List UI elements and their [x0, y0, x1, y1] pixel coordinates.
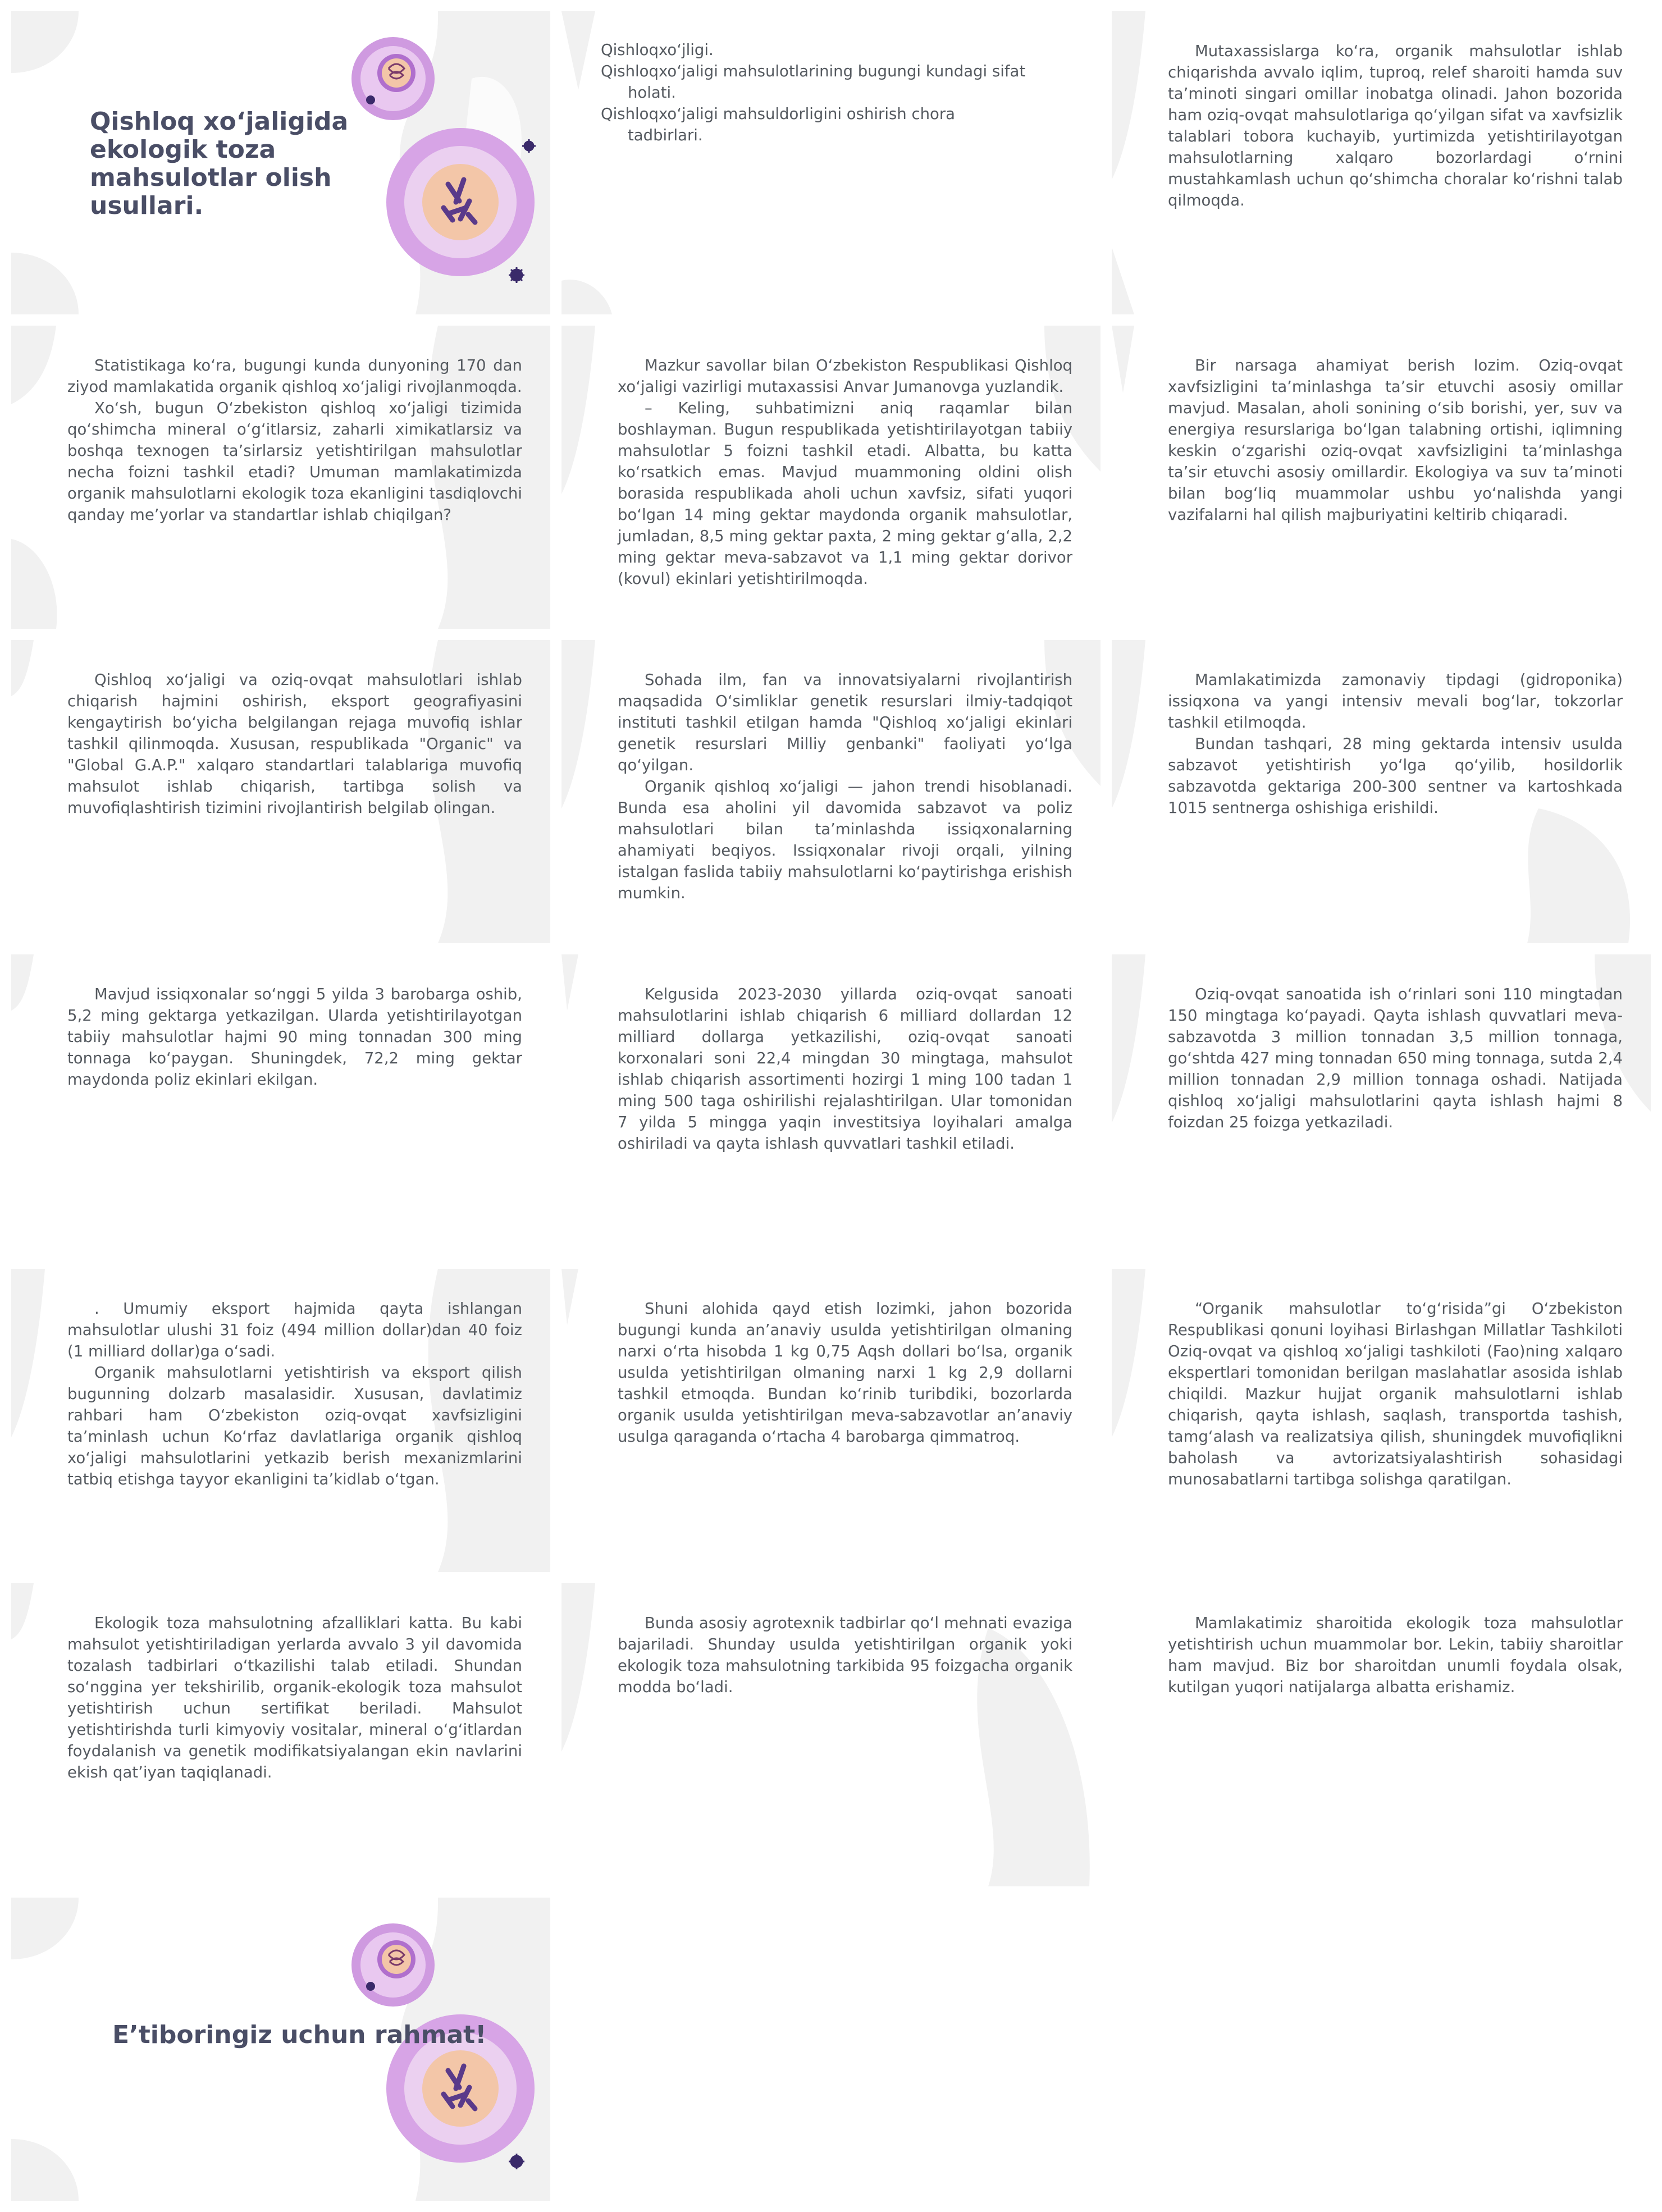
slide-text — [67, 669, 522, 819]
paragraph: Oziq-ovqat sanoatida ish o‘rinlari soni 110 mingtadan 150 mingtaga ko‘payadi. Qayta ishlash quvvatlari meva-sabzavotda 3 million tonnadan 3,5 million tonnaga, go‘shtda 427 ming tonnadan 650 ming tonnaga, sutda 2,4 million tonnadan 2,9 million tonnaga oshadi. Natijada qishloq xo‘jaligi mahsulotlarini qayta ishlash hajmi 8 foizdan 25 foizga yetkaziladi. — [1168, 985, 1623, 1131]
slide-12 — [1112, 954, 1651, 1258]
paragraph: Organik qishloq xo‘jaligi — jahon trendi hisoblanadi. Bunda esa aholini yil davomida sabzavot va poliz mahsulotlari bilan ta’minlashda issiqxonalarning ahamiyati beqiyos. Issiqxonalar rivoji orqali, yilning istalgan faslida tabiiy mahsulotlarni ko‘paytirishga erishish mumkin. — [618, 778, 1072, 902]
slide-text — [1168, 40, 1623, 211]
paragraph: Mutaxassislarga ko‘ra, organik mahsulotlar ishlab chiqarishda avvalo iqlim, tuproq, relef sharoiti hamda suv ta’minoti singari omillar inobatga olinadi. Jahon bozorida ham oziq-ovqat mahsulotlariga qo‘yilgan sifat va xavfsizlik talablari tobora kuchayib, yurtimizda yetishtirilayotgan mahsulotlarning xalqaro bozorlardagi o‘rnini mustahkamlash uchun qo‘shimcha choralar ko‘rishni talab qilmoqda. — [1168, 42, 1623, 209]
slide-text — [618, 1298, 1072, 1447]
paragraph: Mavjud issiqxonalar so‘nggi 5 yilda 3 barobarga oshib, 5,2 ming gektarga yetkazilgan. Ularda yetishtirilayotgan tabiiy mahsulotlar hajmi 90 ming tonnadan 300 ming tonnaga ko‘paygan. Shuningdek, 72,2 ming gektar maydonda poliz ekinlari ekilgan. — [67, 985, 522, 1089]
slide-text — [1168, 1612, 1623, 1698]
paragraph: Bundan tashqari, 28 ming gektarda intensiv usulda sabzavot yetishtirish yo‘lga qo‘yilib, hosildorlik sabzavotda gektariga 200-300 sentner va kartoshkada 1015 sentnerga oshishiga erishildi. — [1168, 735, 1623, 817]
slide-table-of-contents — [561, 11, 1101, 314]
slide-4 — [11, 326, 550, 629]
paragraph: Mazkur savollar bilan O‘zbekiston Respublikasi Qishloq xo‘jaligi vazirligi mutaxassisi Anvar Jumanovga yuzlandik. — [618, 357, 1072, 396]
plant-cell-icon — [348, 1920, 438, 2010]
paragraph: . Umumiy eksport hajmida qayta ishlangan mahsulotlar ulushi 31 foiz (494 million dollar)dan 40 foiz (1 milliard dollar)ga o‘sadi. — [67, 1300, 522, 1360]
paragraph: Xo‘sh, bugun O‘zbekiston qishloq xo‘jaligi tizimida qo‘shimcha mineral o‘g‘itlarsiz, zaharli ximikatlarsiz va boshqa texnogen ta’sirlarsiz yetishtirilgan mahsulotlar necha foizni tashkil etadi? Umuman mamlakatimizda organik mahsulotlarni ekologik toza ekanligini tasdiqlovchi qanday me’yorlar va standartlar ishlab chiqilgan? — [67, 399, 522, 524]
slide-text — [618, 669, 1072, 904]
slide-18 — [1112, 1583, 1651, 1886]
paragraph: Mamlakatimizda zamonaviy tipdagi (gidroponika) issiqxona va yangi intensiv mevali bog‘lar, tokzorlar tashkil etilmoqda. — [1168, 671, 1623, 732]
slide-6 — [1112, 326, 1651, 629]
slide-text — [67, 1298, 522, 1490]
slide-7 — [11, 640, 550, 943]
paragraph: Bunda asosiy agrotexnik tadbirlar qo‘l mehnati evaziga bajariladi. Shunday usulda yetishtirilgan organik yoki ekologik toza mahsulotning tarkibida 95 foizgacha organik modda bo‘ladi. — [618, 1614, 1072, 1696]
slide-8 — [561, 640, 1101, 943]
slide-10 — [11, 954, 550, 1258]
presentation-title: Qishloq xo‘jaligida ekologik toza mahsulotlar olish usullari. — [90, 107, 349, 220]
slide-text — [1168, 669, 1623, 819]
slide-text — [618, 1612, 1072, 1698]
slide-text — [618, 355, 1072, 589]
paragraph: Qishloq xo‘jaligi va oziq-ovqat mahsulotlari ishlab chiqarish hajmini oshirish, eksport geografiyasini kengaytirish bo‘yicha belgilangan rejaga muvofiq ishlar tashkil qilinmoqda. Xususan, respublikada "Organic" va "Global G.A.P." xalqaro standartlari talablariga muvofiq mahsulot ishlab chiqarish, tartibga solish va muvofiqlashtirish tizimini rivojlantirish belgilab olingan. — [67, 671, 522, 817]
paragraph: – Keling, suhbatimizni aniq raqamlar bilan boshlayman. Bugun respublikada yetishtirilayotgan tabiiy mahsulotlar 5 foizni tashkil etadi. Albatta, bu katta ko‘rsatkich emas. Mavjud muammoning oldini olish borasida respublikada aholi uchun xavfsiz, sifati yuqori bo‘lgan 14 ming gektar maydonda organik mahsulotlar, jumladan, 8,5 ming gektar paxta, 2 ming gektar g‘alla, 2,2 ming gektar meva-sabzavot va 1,1 ming gektar dorivor (kovul) ekinlari yetishtirilmoqda. — [618, 399, 1072, 588]
paragraph: Ekologik toza mahsulotning afzalliklari katta. Bu kabi mahsulot yetishtiriladigan yerlarda avvalo 3 yil davomida tozalash tadbirlari o‘tkazilishi talab etiladi. Shundan so‘nggina yer tekshirilib, organik-ekologik toza mahsulot yetishtirish uchun sertifikat beriladi. Mahsulot yetishtirishda turli kimyoviy vositalar, mineral o‘g‘itlardan foydalanish va genetik modifikatsiyalangan ekin navlarini ekish qat’iyan taqiqlanadi. — [67, 1614, 522, 1781]
slide-14 — [561, 1269, 1101, 1572]
closing-title: E’tiboringiz uchun rahmat! — [112, 2021, 487, 2049]
slide-13 — [11, 1269, 550, 1572]
slide-text — [618, 984, 1072, 1154]
slide-15 — [1112, 1269, 1651, 1572]
table-of-contents — [601, 39, 1028, 146]
slide-17 — [561, 1583, 1101, 1886]
slide-11 — [561, 954, 1101, 1258]
paragraph: “Organik mahsulotlar to‘g‘risida”gi O‘zbekiston Respublikasi qonuni loyihasi Birlashgan Millatlar Tashkiloti Oziq-ovqat va qishloq xo‘jaligi tashkiloti (Fao)ning xalqaro ekspertlari tomonidan berilgan maslahatlar asosida ishlab chiqildi. Mazkur hujjat organik mahsulotlarni ishlab chiqarish, qayta ishlash, saqlash, transportda tashish, tamg‘alash va realizatsiya qilish, shuningdek muvofiqlikni baholash va avtorizatsiyalashtirish sohasidagi munosabatlarni tartibga solishga qaratilgan. — [1168, 1300, 1623, 1488]
slide-9 — [1112, 640, 1651, 943]
slide-text — [1168, 355, 1623, 525]
paragraph: Mamlakatimiz sharoitida ekologik toza mahsulotlar yetishtirish uchun muammolar bor. Lekin, tabiiy sharoitlar ham mavjud. Biz bor sharoitdan unumli foydala olsak, kutilgan yuqori natijalarga albatta erishamiz. — [1168, 1614, 1623, 1696]
slide-title — [11, 11, 550, 314]
slide-3 — [1112, 11, 1651, 314]
slide-5 — [561, 326, 1101, 629]
paragraph: Shuni alohida qayd etish lozimki, jahon bozorida bugungi kunda an’anaviy usulda yetishtirilgan olmaning narxi o‘rta hisobda 1 kg 0,75 Aqsh dollari bo‘lsa, organik usulda yetishtirilgan olmaning narxi 1 kg 2,9 dollarni tashkil etmoqda. Bundan ko‘rinib turibdiki, bozorlarda organik usulda yetishtirilgan meva-sabzavotlar an’anaviy usulga qaraganda o‘rtacha 4 barobarga qimmatroq. — [618, 1300, 1072, 1446]
slide-end — [11, 1898, 550, 2201]
paragraph: Bir narsaga ahamiyat berish lozim. Oziq-ovqat xavfsizligini ta’minlashga ta’sir etuvchi asosiy omillar mavjud. Masalan, aholi sonining o‘sib borishi, yer, suv va energiya resurslariga bo‘lgan talabning ortishi, iqlimning keskin o‘zgarishi oziq-ovqat xavfsizligini ta’minlashga ta’sir etuvchi asosiy omillardir. Ekologiya va suv ta’minoti bilan bog‘liq muammolar ushbu yo‘nalishda yangi vazifalarni hal qilish majburiyatini keltirib chiqaradi. — [1168, 357, 1623, 524]
slide-text — [67, 355, 522, 525]
slide-16 — [11, 1583, 550, 1886]
toc-item: Qishloqxo‘jaligi mahsuldorligini oshirish chora tadbirlari. — [601, 105, 956, 144]
slide-text — [1168, 984, 1623, 1133]
slide-text — [1168, 1298, 1623, 1490]
slide-text — [67, 1612, 522, 1783]
paragraph: Statistikaga ko‘ra, bugungi kunda dunyoning 170 dan ziyod mamlakatida organik qishloq xo‘jaligi rivojlanmoqda. — [67, 357, 522, 396]
toc-item: Qishloqxo‘jligi. — [601, 41, 714, 59]
paragraph: Sohada ilm, fan va innovatsiyalarni rivojlantirish maqsadida O‘simliklar genetik resurslari ilmiy-tadqiqot instituti tashkil etilgan hamda "Qishloq xo‘jaligi ekinlari genetik resurslari Milliy genbanki" faoliyati yo‘lga qo‘yilgan. — [618, 671, 1072, 774]
slide-text — [67, 984, 522, 1090]
paragraph: Kelgusida 2023-2030 yillarda oziq-ovqat sanoati mahsulotlarini ishlab chiqarish 6 milliard dollardan 12 milliard dollarga yetkazilishi, oziq-ovqat sanoati korxonalari soni 22,4 mingdan 30 mingtaga, mahsulot ishlab chiqarish assortimenti hozirgi 1 ming 100 tadan 1 ming 500 taga oshirilishi rejalashtirilgan. Ular tomonidan 7 yilda 5 mingga yaqin investitsiya loyihalari amalga oshiriladi va qayta ishlash quvvatlari tashkil etiladi. — [618, 985, 1072, 1153]
toc-item: Qishloqxo‘jaligi mahsulotlarining bugungi kundagi sifat holati. — [601, 62, 1026, 102]
paragraph: Organik mahsulotlarni yetishtirish va eksport qilish bugunning dolzarb masalasidir. Xususan, davlatimiz rahbari ham O‘zbekiston oziq-ovqat xavfsizligini ta’minlash uchun Ko‘rfaz davlatlariga organik qishloq xo‘jaligi mahsulotlarini yetkazib berish mexanizmlarini tatbiq etishga tayyor ekanligini ta’kidlab o‘tgan. — [67, 1364, 522, 1488]
